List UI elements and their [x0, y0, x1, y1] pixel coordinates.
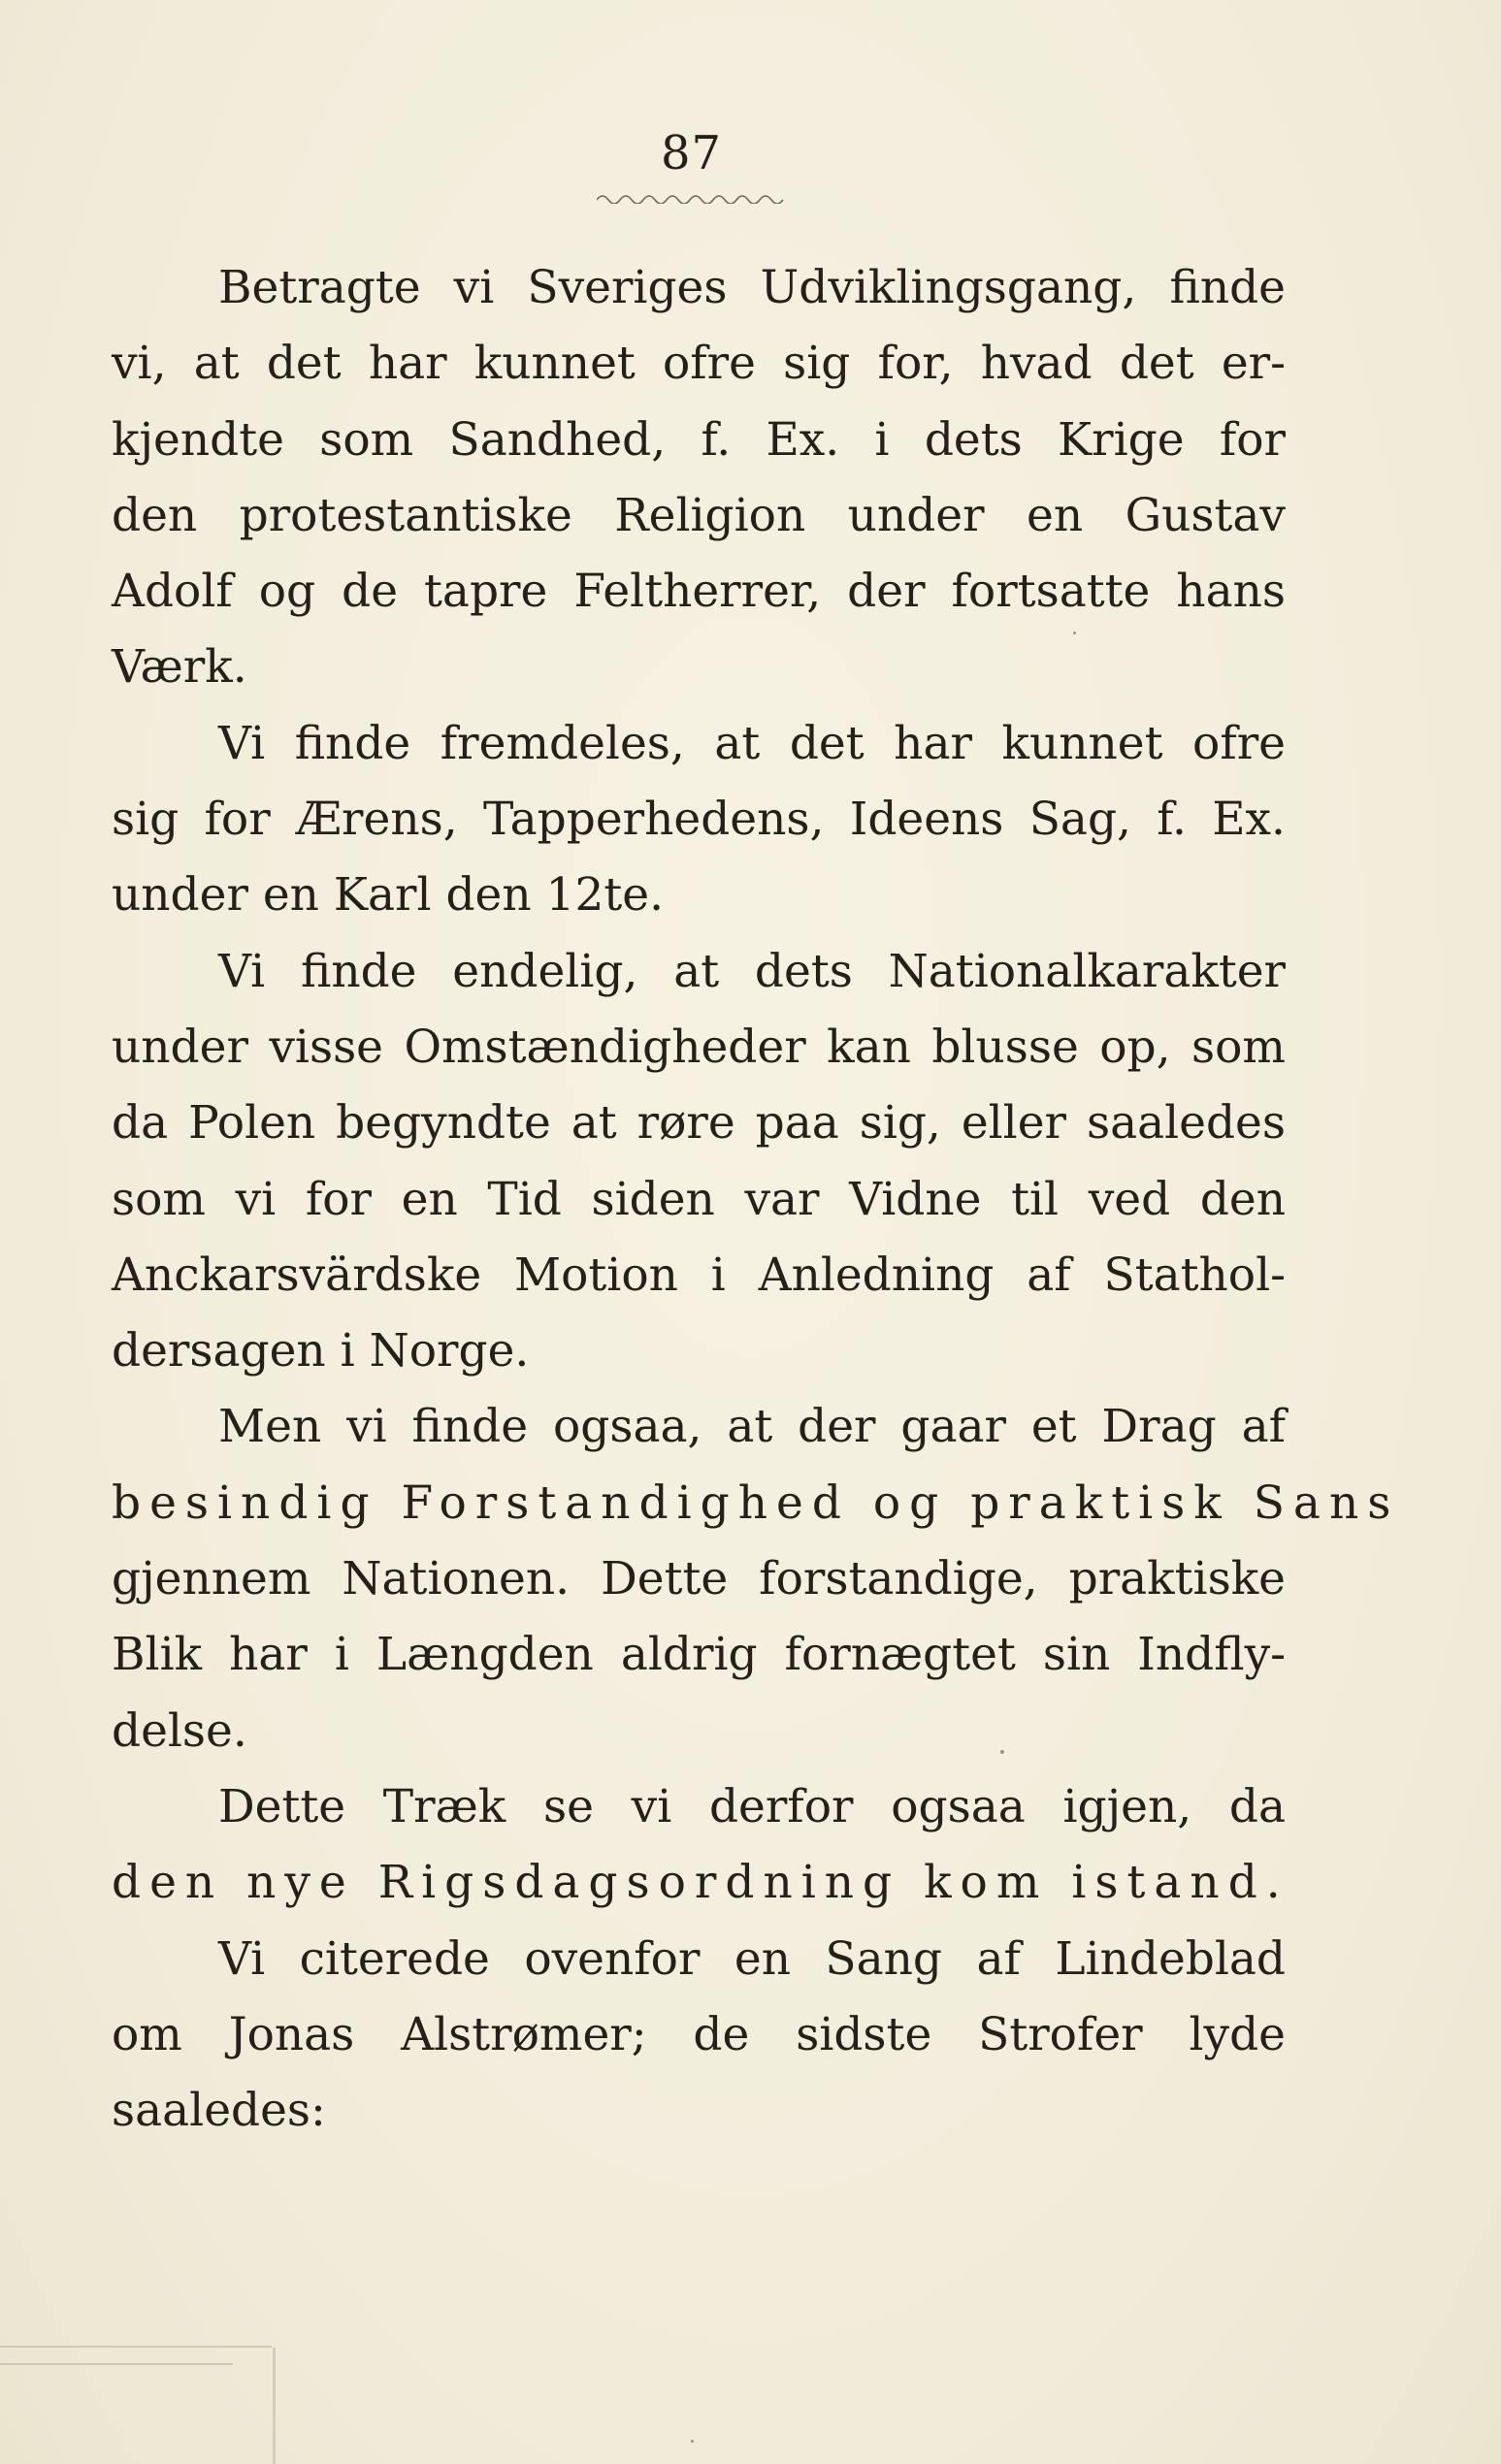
text-line: delse.: [112, 1703, 247, 1758]
text-line: dersagen i Norge.: [112, 1324, 530, 1378]
text-line: Betragte vi Sveriges Udviklingsgang, finde: [218, 261, 1286, 314]
text-line: den protestantiske Religion under en Gustav: [112, 488, 1286, 542]
text-line: under en Karl den 12te.: [112, 868, 665, 923]
text-line: den nye Rigsdagsordning kom istand.: [112, 1856, 1289, 1910]
text-line: Men vi finde ogsaa, at der gaar et Drag af: [218, 1400, 1286, 1454]
text-line: Vi finde endelig, at dets Nationalkarakter: [218, 944, 1286, 998]
text-line: da Polen begyndte at røre paa sig, eller saaledes: [112, 1096, 1286, 1151]
scan-shadow-line: [0, 2363, 233, 2365]
text-line: besindig Forstandighed og praktisk Sans: [112, 1475, 1400, 1530]
paper-speck: [1000, 1750, 1004, 1754]
text-line: gjennem Nationen. Dette forstandige, praktiske: [112, 1552, 1286, 1606]
text-line: Vi finde fremdeles, at det har kunnet ofre: [218, 716, 1286, 770]
text-line: Vi citerede ovenfor en Sang af Lindeblad: [218, 1931, 1286, 1986]
text-line: vi, at det har kunnet ofre sig for, hvad det er-: [112, 337, 1286, 391]
text-line: Anckarsvärdske Motion i Anledning af Stathol-: [112, 1248, 1286, 1302]
text-line: kjendte som Sandhed, f. Ex. i dets Krige for: [112, 412, 1286, 467]
scan-shadow-line: [0, 2346, 272, 2348]
paper-speck: [691, 2440, 694, 2443]
paper-speck: [1073, 632, 1076, 634]
text-line: som vi for en Tid siden var Vidne til ved den: [112, 1172, 1286, 1226]
text-line: Adolf og de tapre Feltherrer, der fortsatte hans: [112, 565, 1286, 619]
text-line: Blik har i Længden aldrig fornægtet sin Indfly-: [112, 1628, 1286, 1682]
text-line: Værk.: [112, 640, 247, 695]
wavy-rule-ornament: [597, 190, 786, 204]
text-line: Dette Træk se vi derfor ogsaa igjen, da: [218, 1779, 1286, 1833]
body-text: [112, 250, 1400, 2149]
page-edge-mark: [273, 2348, 276, 2464]
text-line: sig for Ærens, Tapperhedens, Ideens Sag, f. Ex.: [112, 793, 1286, 847]
text-line: om Jonas Alstrømer; de sidste Strofer lyde: [112, 2007, 1286, 2061]
text-line: saaledes:: [112, 2084, 326, 2138]
text-line: under visse Omstændigheder kan blusse op, som: [112, 1020, 1286, 1074]
page-number: 87: [660, 126, 723, 180]
